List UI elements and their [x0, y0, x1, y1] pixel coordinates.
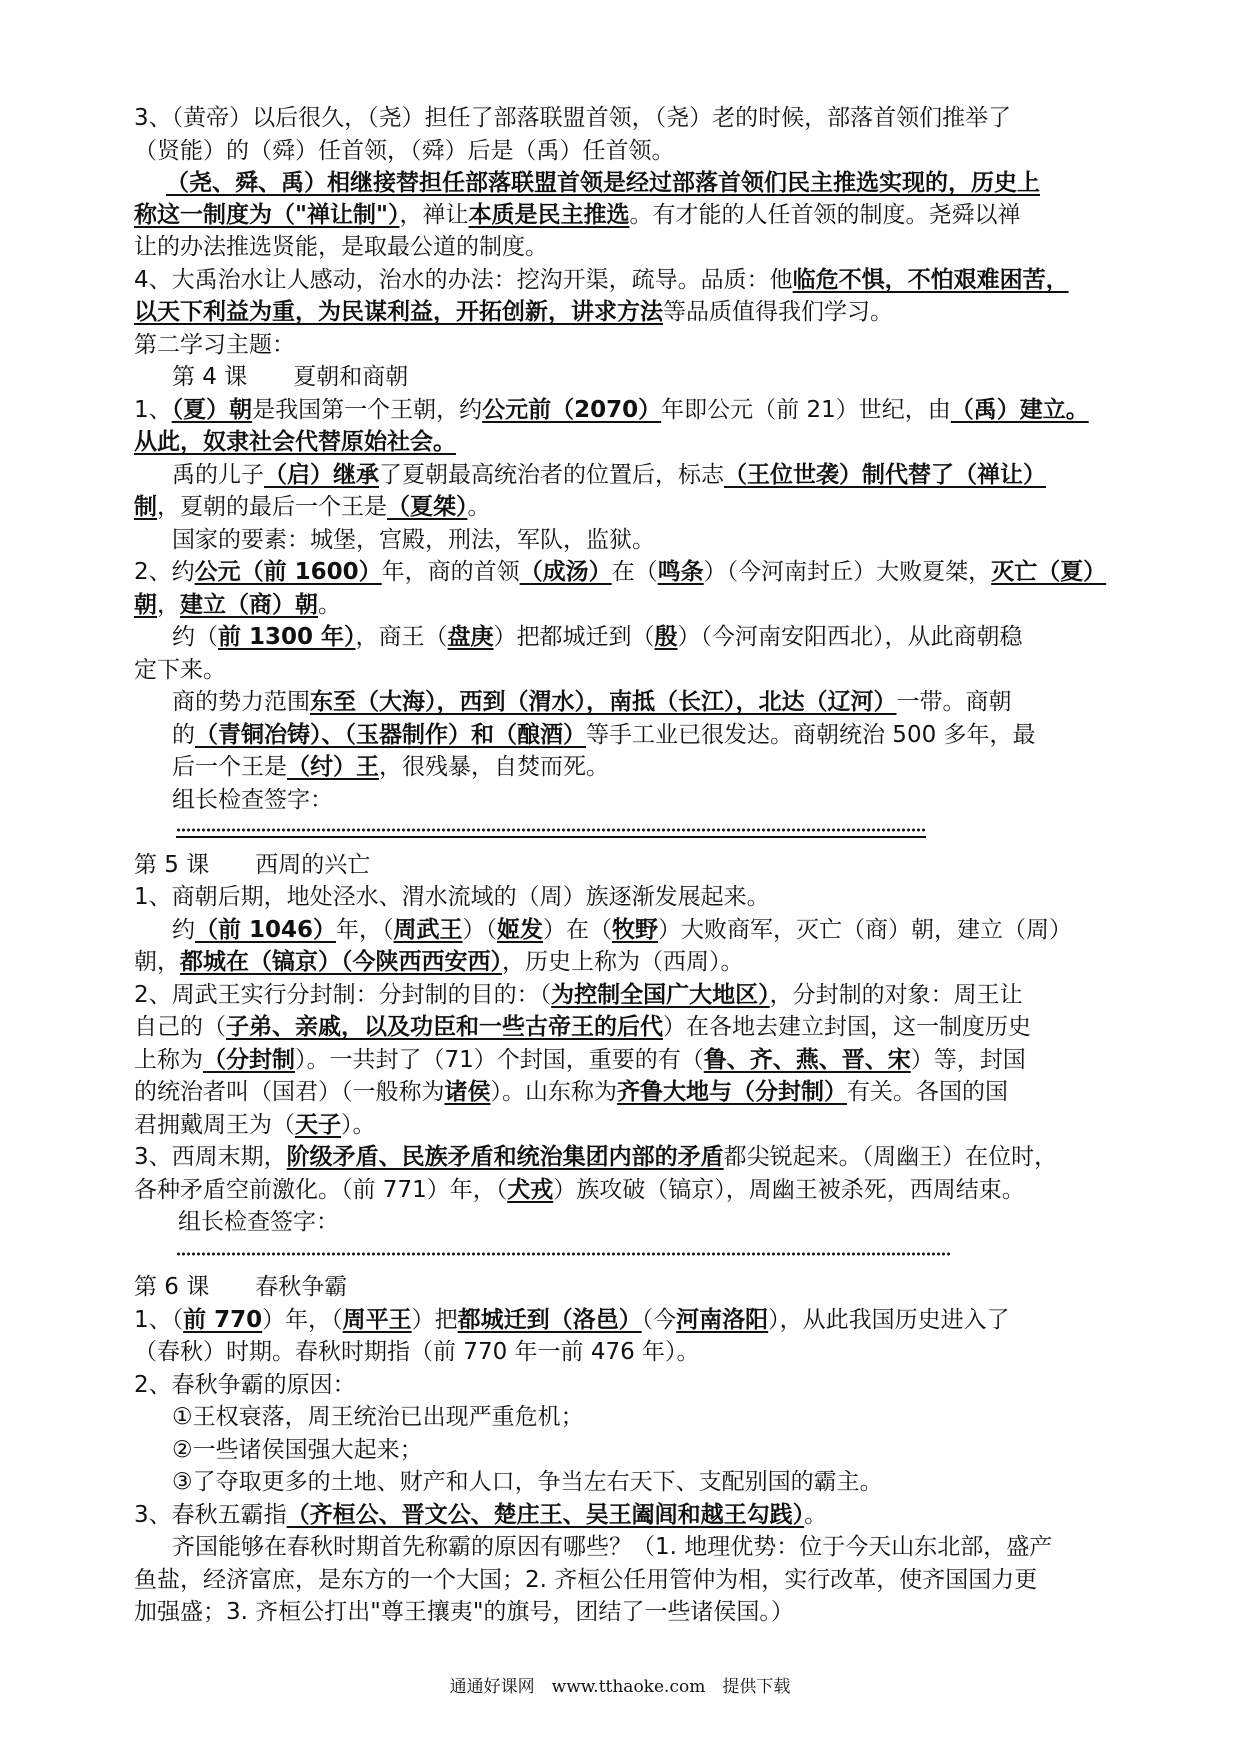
text-segment: （贤能）的（舜）任首领，（舜）后是（禹）任首领。	[134, 138, 675, 164]
underlined-key-text: （齐桓公、晋文公、楚庄王、吴王阖闾和越王勾践）	[286, 1502, 805, 1528]
underlined-key-text: 从此，奴隶社会代替原始社会。	[134, 429, 456, 455]
text-segment: 第二学习主题：	[134, 332, 295, 358]
underlined-key-text: 鲁、齐、燕、晋、宋	[703, 1047, 911, 1073]
underlined-key-text: （青铜冶铸）、（玉器制作）和（酿酒）	[195, 722, 586, 748]
text-segment: （今	[641, 1307, 677, 1333]
text-segment: 。	[318, 592, 341, 618]
underlined-key-text: 临危不惧，不怕艰难困苦，	[792, 267, 1069, 293]
text-line	[134, 265, 1069, 295]
text-line	[134, 1370, 356, 1400]
text-segment: 2、春秋争霸的原因：	[134, 1372, 356, 1398]
text-segment: ，	[157, 592, 180, 618]
underlined-key-text: 周武王	[393, 917, 463, 943]
text-segment: ）等，封国	[910, 1047, 1026, 1073]
text-segment: ）族攻破（镐京），周幽王被杀死，西周结束。	[553, 1177, 1025, 1203]
text-line	[172, 687, 1012, 717]
text-segment: 3、春秋五霸指	[134, 1502, 287, 1528]
text-segment: 3、西周末期，	[134, 1144, 287, 1170]
text-segment: ）。一共封了（71）个封国，重要的有（	[295, 1047, 704, 1073]
underlined-key-text: 子弟、亲戚，以及功臣和一些古帝王的后代	[226, 1014, 663, 1040]
text-segment: ）把都城迁到（	[493, 624, 655, 650]
text-segment: （春秋）时期。春秋时期指（前 770 年一前 476 年）。	[134, 1339, 700, 1365]
text-segment: 自己的（	[134, 1014, 226, 1040]
text-segment: ）（	[462, 917, 498, 943]
signature-underline	[176, 836, 926, 838]
text-segment: 年，商的首领	[381, 559, 520, 585]
underlined-key-text: （启）继承	[264, 462, 379, 488]
text-line	[134, 655, 226, 685]
text-line	[172, 785, 333, 815]
text-line	[172, 1532, 1052, 1562]
text-segment: ③了夺取更多的土地、财产和人口，争当左右天下、支配别国的霸主。	[172, 1469, 883, 1495]
text-segment: 4、大禹治水让人感动，治水的办法：挖沟开渠，疏导。品质：他	[134, 267, 793, 293]
text-segment: 组长检查签字：	[178, 1209, 339, 1235]
text-segment: 的统治者叫（国君）（一般称为	[134, 1079, 445, 1105]
underlined-key-text: 称这一制度为（"禅让制"）	[134, 202, 400, 228]
text-segment: ，历史上称为（西周）。	[502, 949, 744, 975]
underlined-key-text: （尧、舜、禹）相继接替担任部落联盟首领是经过部落首领们民主推选实现的，历史上	[166, 170, 1040, 196]
underlined-key-text: 东至（大海），西到（渭水），南抵（长江），北达（辽河）	[310, 689, 897, 715]
text-line	[134, 1272, 347, 1302]
text-segment: 国家的要素：城堡，宫殿，刑法，军队，监狱。	[172, 527, 655, 553]
text-segment: ，禅让	[399, 202, 469, 228]
text-line	[134, 103, 1011, 133]
footer-note: 通通好课网 www.tthaoke.com 提供下载	[449, 1677, 791, 1697]
text-line	[134, 1045, 1026, 1075]
text-segment: 上称为	[134, 1047, 203, 1073]
text-segment: ）。	[341, 1112, 376, 1138]
text-segment: 约（	[172, 624, 218, 650]
text-segment: 君拥戴周王为（	[134, 1112, 295, 1138]
text-segment: ）。山东称为	[490, 1079, 617, 1105]
text-segment: ，很残暴，自焚而死。	[379, 754, 609, 780]
underlined-key-text: （王位世袭）制代替了（禅让）	[724, 462, 1046, 488]
text-segment: 等品质值得我们学习。	[663, 299, 893, 325]
underlined-key-text: 制	[134, 494, 157, 520]
text-line	[134, 882, 770, 912]
text-segment: 都尖锐起来。（周幽王）在位时，	[723, 1144, 1058, 1170]
text-line	[134, 557, 1106, 587]
underlined-key-text: 以天下利益为重，为民谋利益，开拓创新，讲求方法	[134, 299, 663, 325]
underlined-key-text: 鸣条	[657, 559, 704, 585]
text-line	[166, 168, 1040, 198]
text-line	[134, 1337, 700, 1367]
text-segment: 有关。各国的国	[847, 1079, 1008, 1105]
text-line	[172, 1467, 883, 1497]
text-line	[172, 622, 1023, 652]
text-segment: 加强盛；3. 齐桓公打出"尊王攘夷"的旗号，团结了一些诸侯国。）	[134, 1599, 794, 1625]
text-segment: 在（	[611, 559, 658, 585]
underlined-key-text: （禹）建立。	[950, 397, 1089, 423]
text-segment: 让的办法推选贤能，是取最公道的制度。	[134, 234, 548, 260]
text-segment: 组长检查签字：	[172, 787, 333, 813]
text-segment: ）在（	[543, 917, 613, 943]
underlined-key-text: 盘庚	[447, 624, 494, 650]
underlined-key-text: 殷	[654, 624, 678, 650]
text-segment: 。	[804, 1502, 828, 1528]
text-segment: 等手工业已很发达。商朝统治 500 多年，最	[586, 722, 1036, 748]
text-line	[172, 460, 1046, 490]
text-line	[134, 1142, 1057, 1172]
text-line	[134, 1305, 1010, 1335]
text-segment: ①王权衰落，周王统治已出现严重危机；	[172, 1404, 584, 1430]
text-line	[134, 1597, 794, 1627]
text-segment: 约	[172, 917, 195, 943]
text-segment: 1、	[134, 397, 172, 423]
underlined-key-text: 建立（商）朝	[180, 592, 318, 618]
text-segment: 禹的儿子	[172, 462, 264, 488]
underlined-key-text: 前 1300 年）	[218, 624, 356, 650]
signature-dotted-line	[176, 1252, 950, 1256]
underlined-key-text: 周平王	[342, 1307, 412, 1333]
underlined-key-text: 牧野	[612, 917, 659, 943]
underlined-key-text: （分封制	[203, 1047, 295, 1073]
text-segment: 1、（	[134, 1307, 184, 1333]
text-line	[134, 590, 341, 620]
text-line	[134, 427, 456, 457]
text-line	[172, 915, 1072, 945]
text-line	[134, 1500, 827, 1530]
text-segment: ）把	[411, 1307, 458, 1333]
text-segment: 的	[172, 722, 195, 748]
underlined-key-text: （前 1046）	[195, 917, 337, 943]
underlined-key-text: 天子	[295, 1112, 341, 1138]
text-segment: 1、商朝后期，地处泾水、渭水流域的（周）族逐渐发展起来。	[134, 884, 770, 910]
text-segment: 第 6 课 春秋争霸	[134, 1274, 348, 1300]
text-segment: 。	[467, 494, 491, 520]
underlined-key-text: 都城在（镐京）（今陕西西安西）	[180, 949, 502, 975]
text-line	[134, 232, 548, 262]
text-segment: 3、（黄帝）以后很久，（尧）担任了部落联盟首领，（尧）老的时候，部落首领们推举了	[134, 105, 1012, 131]
text-segment: 年，（	[336, 917, 394, 943]
underlined-key-text: （纣）王	[287, 754, 379, 780]
text-line	[172, 525, 655, 555]
underlined-key-text: 齐鲁大地与（分封制）	[617, 1079, 847, 1105]
text-line	[134, 980, 1023, 1010]
text-segment: 朝，	[134, 949, 180, 975]
text-line	[134, 395, 1089, 425]
text-line	[134, 1012, 1031, 1042]
text-segment: ，商王（	[355, 624, 448, 650]
text-segment: 2、约	[134, 559, 195, 585]
text-line	[178, 1207, 339, 1237]
underlined-key-text: 犬戎	[507, 1177, 554, 1203]
text-line	[134, 947, 744, 977]
text-segment: 。有才能的人任首领的制度。尧舜以禅	[629, 202, 1021, 228]
text-line	[172, 720, 1036, 750]
text-segment: 定下来。	[134, 657, 226, 683]
underlined-key-text: 公元（前 1600）	[194, 559, 382, 585]
text-line	[172, 1435, 423, 1465]
text-line	[172, 1402, 584, 1432]
text-segment: ，分封制的对象：周王让	[769, 982, 1023, 1008]
text-segment: 鱼盐，经济富庶，是东方的一个大国；2. 齐桓公任用管仲为相，实行改革，使齐国国力更	[134, 1567, 1038, 1593]
text-segment: 后一个王是	[172, 754, 287, 780]
text-segment: ②一些诸侯国强大起来；	[172, 1437, 423, 1463]
text-line	[134, 850, 370, 880]
underlined-key-text: 灭亡（夏）	[991, 559, 1107, 585]
signature-dotted-line	[176, 828, 926, 832]
underlined-key-text: （成汤）	[519, 559, 612, 585]
underlined-key-text: 河南洛阳	[676, 1307, 769, 1333]
text-segment: 第 5 课 西周的兴亡	[134, 852, 371, 878]
text-line	[134, 330, 295, 360]
text-segment: 是我国第一个王朝，约	[252, 397, 483, 423]
text-segment: 第 4 课 夏朝和商朝	[172, 364, 409, 390]
underlined-key-text: 朝	[134, 592, 157, 618]
text-line	[172, 362, 408, 392]
text-line	[134, 1175, 1025, 1205]
text-segment: 齐国能够在春秋时期首先称霸的原因有哪些？（1. 地理优势：位于今天山东北部，盛产	[172, 1534, 1053, 1560]
underlined-key-text: 姬发	[497, 917, 544, 943]
text-line	[134, 1565, 1037, 1595]
text-segment: 各种矛盾空前激化。（前 771）年，（	[134, 1177, 508, 1203]
text-segment: 商的势力范围	[172, 689, 310, 715]
text-line	[134, 297, 893, 327]
underlined-key-text: （夏）朝	[171, 397, 253, 423]
text-line	[134, 1077, 1008, 1107]
text-segment: ）（今河南封丘）大败夏桀，	[703, 559, 992, 585]
text-line	[134, 136, 675, 166]
text-segment: ，夏朝的最后一个王是	[157, 494, 387, 520]
underlined-key-text: 诸侯	[444, 1079, 491, 1105]
text-line	[134, 492, 491, 522]
underlined-key-text: 阶级矛盾、民族矛盾和统治集团内部的矛盾	[286, 1144, 724, 1170]
text-segment: 年即公元（前 21）世纪，由	[661, 397, 951, 423]
text-segment: ），从此我国历史进入了	[768, 1307, 1010, 1333]
underlined-key-text: 公元前（2070）	[482, 397, 662, 423]
text-segment: 一带。商朝	[896, 689, 1012, 715]
underlined-key-text: 前 770	[183, 1307, 263, 1333]
underlined-key-text: 本质是民主推选	[468, 202, 630, 228]
text-segment: ）年，（	[262, 1307, 343, 1333]
text-segment: ）大败商军，灭亡（商）朝，建立（周）	[658, 917, 1073, 943]
text-segment: ）在各地去建立封国，这一制度历史	[663, 1014, 1031, 1040]
text-segment: ）（今河南安阳西北），从此商朝稳	[677, 624, 1023, 650]
text-segment: 2、周武王实行分封制：分封制的目的：（	[134, 982, 552, 1008]
underlined-key-text: 都城迁到（洛邑）	[457, 1307, 642, 1333]
underlined-key-text: 为控制全国广大地区）	[551, 982, 770, 1008]
text-line	[134, 200, 1020, 230]
underlined-key-text: （夏桀）	[387, 494, 468, 520]
text-segment: 了夏朝最高统治者的位置后，标志	[379, 462, 724, 488]
text-line	[172, 752, 609, 782]
text-line	[134, 1110, 376, 1140]
